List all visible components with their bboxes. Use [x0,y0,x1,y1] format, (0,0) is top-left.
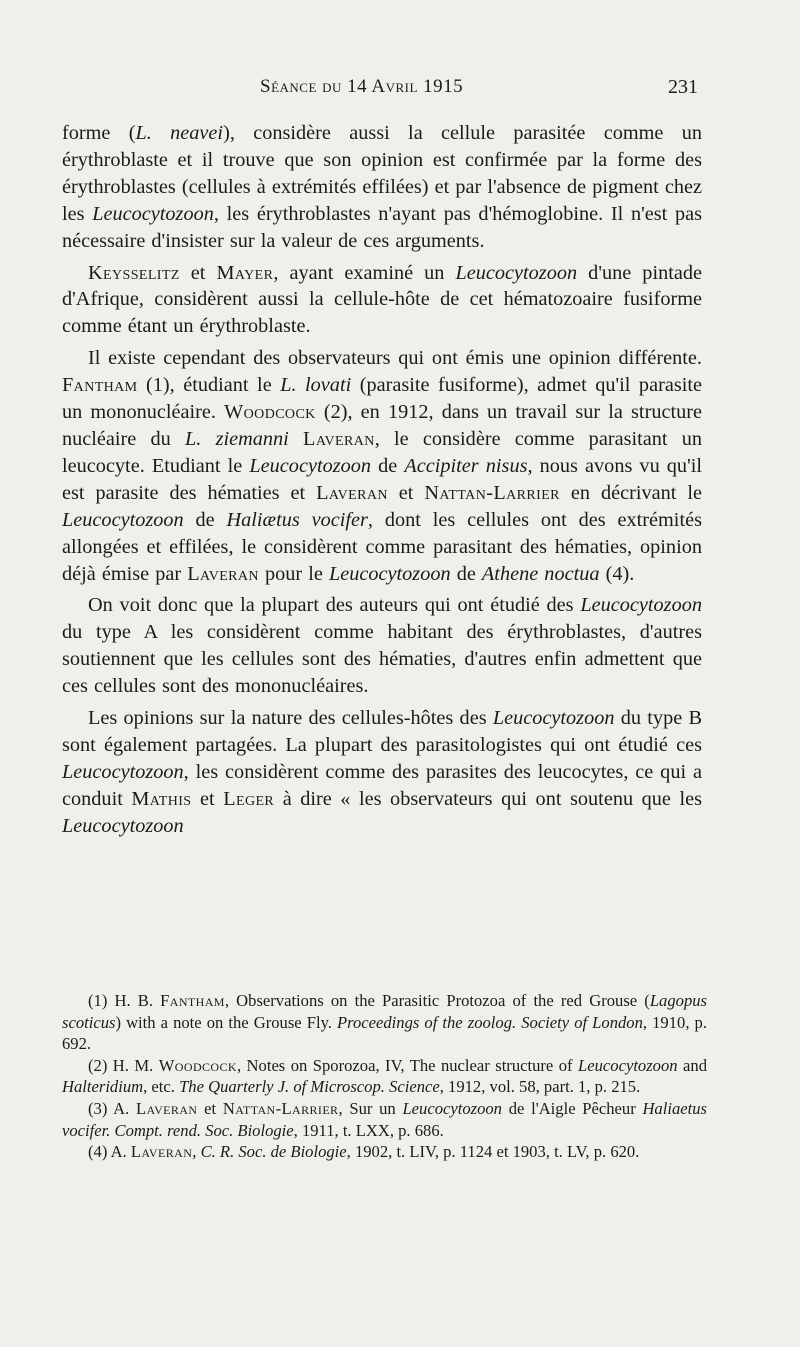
footnote-1 [62,990,707,1055]
page-header [62,72,702,102]
text-run: (4) A. [88,1142,131,1162]
footnote-4 [62,1141,707,1163]
text-run: , les considèrent comme des parasites des leucocytes, ce qui a conduit [62,760,702,810]
author-name: Woodcock [224,401,316,424]
text-run: , 1910, p. 692. [62,1012,707,1054]
paragraph-2 [62,260,702,341]
text-run: , [192,1142,201,1162]
genus-name: Leucocytozoon [62,814,184,837]
text-run: de l'Aigle Pêcheur [501,1098,643,1118]
text-run: , dont les cellules ont des extrémités allongées et effilées, le considèrent comme parasitant des hématies, opinion déjà émise par [62,508,702,585]
text-run: , les érythroblastes n'ayant pas d'hémoglobine. Il n'est pas nécessaire d'insister sur la valeur de ces arguments. [62,202,702,252]
text-run: , Notes on Sporozoa, IV, The nuclear structure of [236,1055,579,1075]
text-run: de [371,454,405,477]
genus-name: Leucocytozoon [578,1055,678,1075]
author-name: Mathis [131,787,192,810]
running-head: Séance du 14 Avril 1915 [260,76,464,97]
text-run: (4). [599,562,635,585]
text-run: (parasite fusiforme), admet qu'il parasite un mononucléaire. [62,374,702,424]
text-run: , nous avons vu qu'il est parasite des hématies et [62,454,702,504]
journal-title: Haliaetus vocifer. Compt. rend. Soc. Biologie [62,1098,707,1140]
paragraph-4 [62,592,702,700]
text-run: et [197,1098,223,1118]
species-name: L. lovati [280,374,352,397]
author-name: Nattan-Larrier [424,481,560,504]
text-run: , ayant examiné un [273,261,456,284]
author-name: Mayer [216,261,274,284]
body-text [62,120,702,840]
author-name: Fantham [62,374,138,397]
genus-name: Leucocytozoon [62,760,184,783]
text-run: Il existe cependant des observateurs qui ont émis une opinion différente. [88,347,702,370]
text-run: de [183,508,227,531]
text-run: et [179,261,217,284]
genus-name: Leucocytozoon [62,508,184,531]
species-name: L. neavei [135,122,224,144]
species-name: L. ziemanni [185,427,289,450]
text-run: en décrivant le [559,481,702,504]
text-run: ), considère aussi la cellule parasitée comme un érythroblaste et il trouve que son opinion est confirmée par la forme des érythroblastes (cellules à extrémités effilées) et par l'absence de pigment chez les [62,122,702,225]
text-run: and [677,1055,707,1075]
text-run: (1) H. B. [88,991,161,1010]
text-run: , 1902, t. LIV, p. 1124 et 1903, t. LV, p. 620. [346,1142,640,1162]
text-run: , 1912, vol. 58, part. 1, p. 215. [439,1077,641,1097]
journal-title: Proceedings of the zoolog. Society of London [337,1012,643,1032]
text-run: ) with a note on the Grouse Fly. [115,1012,338,1032]
paragraph-3 [62,345,702,587]
species-name: Accipiter nisus [404,454,528,477]
text-run: (2), en 1912, dans un travail sur la structure nucléaire du [62,401,702,450]
text-run: , le considère comme parasitant un leucocyte. Etudiant le [62,427,703,477]
text-run: , Observations on the Parasitic Protozoa of the red Grouse ( [224,991,650,1010]
text-run: , Sur un [338,1098,403,1118]
text-run: et [387,481,425,504]
genus-name: Leucocytozoon [455,261,578,284]
author-name: Fantham [160,991,225,1010]
genus-name: Halteridium [62,1077,144,1097]
author-name: Laveran [187,562,259,585]
text-run: d'une pintade d'Afrique, considèrent aussi la cellule-hôte de cet hématozoaire fusiforme comme étant un érythroblaste. [62,261,702,338]
text-run: , etc. [143,1077,180,1097]
genus-name: Leucocytozoon [92,202,214,225]
genus-name: Leucocytozoon [328,562,451,585]
paragraph-5 [62,705,702,840]
journal-title: C. R. Soc. de Biologie [200,1142,347,1162]
text-run: du type B sont également partagées. La plupart des parasitologistes qui ont étudié ces [62,707,702,756]
journal-title: The Quarterly J. of Microscop. Science [179,1077,440,1097]
author-name: Leger [223,787,275,810]
text-run: du type A les considèrent comme habitant des érythroblastes, d'autres soutiennent que les cellules sont des hématies, d'autres enfin admettent que ces cellules sont des mononucléaires. [62,621,702,698]
footnote-3 [62,1098,707,1141]
genus-name: Leucocytozoon [249,454,372,477]
text-run: On voit donc que la plupart des auteurs qui ont étudié des [88,594,581,617]
author-name: Laveran [316,481,388,504]
footnotes [62,990,707,1163]
species-name: Lagopus scoticus [62,991,707,1032]
text-run: pour le [258,562,329,585]
text-run: et [191,787,224,810]
text-run: (3) A. [88,1098,137,1118]
species-name: Haliætus vocifer [226,508,368,531]
footnote-2 [62,1055,707,1098]
text-run: (2) H. M. [88,1055,159,1075]
author-name: Woodcock [158,1055,237,1075]
author-name: Keysselitz [88,261,180,284]
text-run: Les opinions sur la nature des cellules-hôtes des [88,707,493,730]
page-number: 231 [668,76,698,98]
author-name: Nattan-Larrier [222,1098,339,1118]
species-name: Athene noctua [481,562,600,585]
text-run: (1), étudiant le [137,374,281,397]
text-run: forme ( [62,122,136,144]
text-run: à dire « les observateurs qui ont soutenu que les [274,787,702,810]
text-run: , 1911, t. LXX, p. 686. [293,1120,444,1140]
text-run [289,428,303,450]
genus-name: Leucocytozoon [580,594,702,617]
paragraph-1 [62,120,702,255]
genus-name: Leucocytozoon [402,1098,502,1118]
author-name: Laveran [130,1142,193,1162]
author-name: Laveran [136,1098,198,1118]
genus-name: Leucocytozoon [492,707,615,730]
author-name: Laveran [303,427,375,450]
text-run: de [450,562,482,585]
